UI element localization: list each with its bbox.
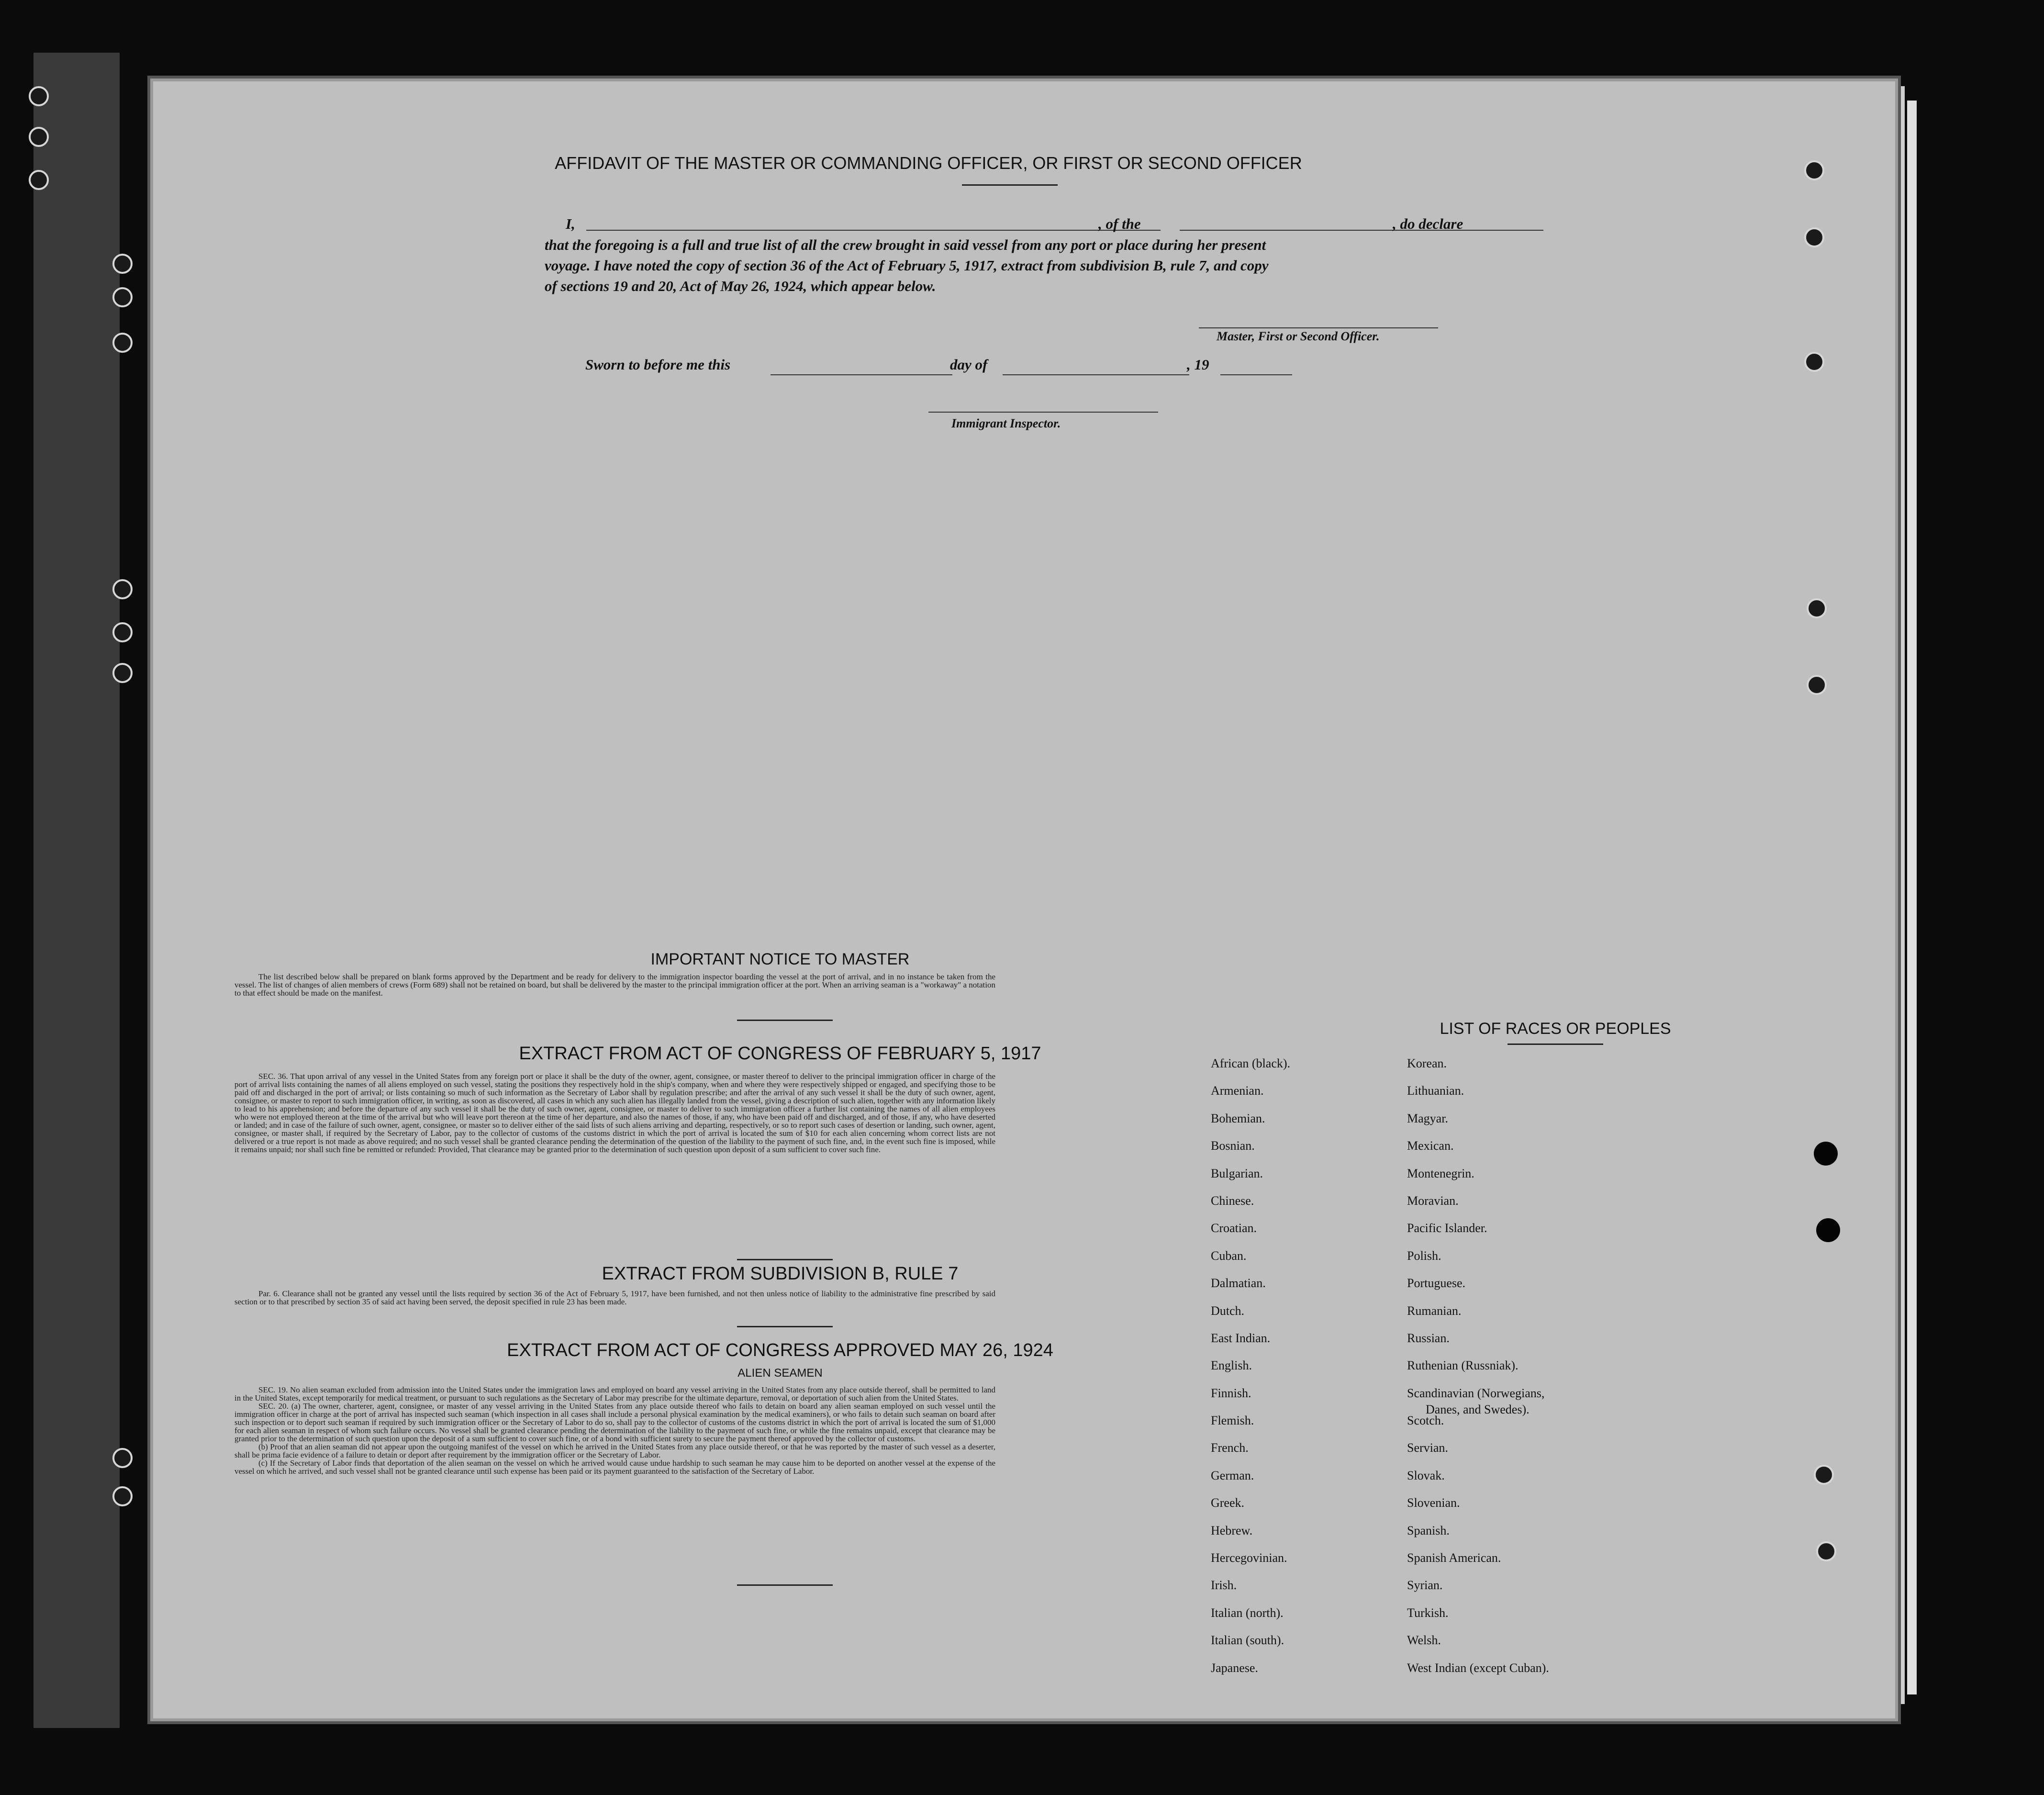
race-item: Greek. (1211, 1496, 1245, 1510)
extract-1924-text (235, 1386, 995, 1475)
race-item: Armenian. (1211, 1084, 1264, 1098)
race-item: Bohemian. (1211, 1111, 1265, 1125)
race-item: Chinese. (1211, 1193, 1254, 1208)
sworn-day-blank (771, 374, 952, 375)
binder-hole (29, 127, 49, 147)
race-item: Hercegovinian. (1211, 1551, 1287, 1565)
sec20a-paragraph: SEC. 20. (a) The owner, charterer, agent, consignee, or master of any vessel arriving in the United States from any place outside thereof who fails to detain on board any alien seaman employed on such vessel until the immigration officer in charge at the port of arrival has inspected such seaman (which inspection in all cases shall include a personal physical examination by the medical examiners), or who fails to detain such seaman on board after such inspection or to deport such seaman if required by such immigration officer or the Secretary of Labor to do so, shall pay to the collector of customs of the customs district in which the port of arrival is located the sum of $1,000 for each alien seaman in respect of whom such failure occurs. No vessel shall be granted clearance pending the determination of the liability to the payment of such fine, or while the fine remains unpaid, except that clearance may be granted prior to the determination of such question upon the deposit of a sum sufficient to cover such fine, or of a bond with sufficient surety to secure the payment thereof approved by the collector of customs. (235, 1402, 995, 1443)
race-item: Italian (south). (1211, 1633, 1284, 1648)
binder-hole (112, 663, 133, 683)
race-item: Turkish. (1407, 1605, 1449, 1620)
race-item: Servian. (1407, 1441, 1448, 1455)
race-item: Hebrew. (1211, 1523, 1253, 1537)
punch-dot (1814, 1142, 1838, 1166)
extract-rule7-title: EXTRACT FROM SUBDIVISION B, RULE 7 (602, 1264, 959, 1284)
race-item: African (black). (1211, 1056, 1291, 1070)
sec19-paragraph: SEC. 19. No alien seaman excluded from admission into the United States under the immigration laws and employed on board any vessel arriving in the United States from any place outside thereof, shall be permitted to land in the United States, except temporarily for medical treatment, or pursuant to such regulations as the Secretary of Labor may prescribe for the ultimate departure, removal, or deportation of such alien from the United States. (235, 1385, 995, 1402)
binder-hole (112, 579, 133, 599)
race-item: German. (1211, 1468, 1254, 1482)
rule7-paragraph: Par. 6. Clearance shall not be granted any vessel until the lists required by section 36 of the Act of February 5, 1917, have been furnished, and not then unless notice of liability to the administrative fine prescribed by said section or to that prescribed by section 35 of said act having been served, the deposit specified in rule 23 has been made. (235, 1289, 995, 1306)
race-item: Italian (north). (1211, 1605, 1284, 1620)
sec20b-paragraph: (b) Proof that an alien seaman did not appear upon the outgoing manifest of the vessel on which he arrived in the United States from any place outside thereof, or that he was reported by the master of such vessel as a deserter, shall be prima facie evidence of a failure to detain or deport after requirement by the immigration officer or the Secretary of Labor. (235, 1442, 995, 1459)
race-item: Bulgarian. (1211, 1166, 1263, 1180)
section-rule (737, 1259, 833, 1260)
binder-hole (1807, 675, 1827, 695)
extract-1924-title: EXTRACT FROM ACT OF CONGRESS APPROVED MAY 26, 1924 (507, 1340, 1053, 1360)
affidavit-of-the: , of the (1098, 215, 1141, 232)
punch-dot (1816, 1218, 1840, 1242)
race-item: French. (1211, 1441, 1249, 1455)
race-item: Irish. (1211, 1578, 1237, 1593)
race-item: Montenegrin. (1407, 1166, 1474, 1180)
year-label: , 19 (1187, 356, 1209, 373)
race-item: Scandinavian (Norwegians, Danes, and Swedes). (1407, 1386, 1545, 1416)
notice-paragraph: The list described below shall be prepared on blank forms approved by the Department and be ready for delivery to the immigration inspector boarding the vessel at the port of arrival, and in no instance be taken from the vessel. The list of changes of alien members of crews (Form 689) shall not be retained on board, but shall be delivered by the master to the principal immigration officer at the port. When an arriving seaman is a "workaway" a notation to that effect should be made on the manifest. (235, 972, 995, 998)
affidavit-line1: that the foregoing is a full and true list of all the crew brought in said vessel from any port or place during her present (545, 236, 1266, 253)
race-item: Scotch. (1407, 1414, 1444, 1428)
vessel-blank (1180, 230, 1543, 231)
races-left-column (1211, 1055, 1290, 1687)
race-item: Japanese. (1211, 1660, 1258, 1675)
race-item: Dutch. (1211, 1303, 1245, 1318)
binder-hole (112, 622, 133, 642)
section-rule (737, 1020, 833, 1021)
extract-1917-text (235, 1072, 995, 1154)
race-item: Russian. (1407, 1331, 1450, 1345)
binder-hole (1804, 160, 1824, 180)
race-item: Korean. (1407, 1056, 1447, 1070)
race-item: Pacific Islander. (1407, 1221, 1487, 1235)
race-item: Ruthenian (Russniak). (1407, 1358, 1519, 1373)
year-blank (1220, 374, 1292, 375)
extract-rule7-text (235, 1290, 995, 1306)
race-item: Mexican. (1407, 1139, 1454, 1153)
race-item: Cuban. (1211, 1248, 1247, 1263)
inspector-line (928, 412, 1158, 413)
binder-strip (34, 53, 120, 1728)
race-item: Croatian. (1211, 1221, 1257, 1235)
affidavit-line2: voyage. I have noted the copy of section 36 of the Act of February 5, 1917, extract from subdivision B, rule 7, and copy (545, 257, 1269, 274)
affidavit-title: AFFIDAVIT OF THE MASTER OR COMMANDING OFFICER, OR FIRST OR SECOND OFFICER (555, 153, 1302, 173)
binder-hole (1814, 1465, 1834, 1485)
officer-caption: Master, First or Second Officer. (1217, 329, 1380, 343)
race-item: West Indian (except Cuban). (1407, 1660, 1549, 1675)
race-item: Welsh. (1407, 1633, 1441, 1648)
race-item: Dalmatian. (1211, 1276, 1266, 1290)
race-item: Polish. (1407, 1248, 1441, 1263)
binder-hole (112, 333, 133, 353)
alien-seamen-subtitle: ALIEN SEAMEN (737, 1367, 823, 1380)
races-title: LIST OF RACES OR PEOPLES (1440, 1020, 1671, 1038)
race-item: Slovenian. (1407, 1496, 1460, 1510)
binder-hole (29, 86, 49, 106)
affidavit-i: I, (566, 215, 575, 232)
page-edge (1907, 101, 1917, 1694)
name-blank (586, 230, 1161, 231)
sworn-label: Sworn to before me this (585, 356, 731, 373)
sworn-month-blank (1003, 374, 1189, 375)
binder-hole (112, 1448, 133, 1468)
race-item: Portuguese. (1407, 1276, 1466, 1290)
day-of-label: day of (950, 356, 988, 373)
race-item: Slovak. (1407, 1468, 1445, 1482)
manifest-page (153, 81, 1895, 1718)
binder-hole (112, 254, 133, 274)
race-item: Bosnian. (1211, 1139, 1255, 1153)
notice-text (235, 973, 995, 997)
race-item: East Indian. (1211, 1331, 1271, 1345)
race-item: Flemish. (1211, 1414, 1254, 1428)
race-item: Finnish. (1211, 1386, 1251, 1400)
race-item: Syrian. (1407, 1578, 1443, 1593)
sec36-paragraph: SEC. 36. That upon arrival of any vessel in the United States from any foreign port or place it shall be the duty of the owner, agent, consignee, or master thereof to deliver to the principal immigration officer in charge of the port of arrival lists containing the names of all aliens employed on such vessel, stating the positions they respectively hold in the ship's company, when and where they were respectively shipped or engaged, and specifying those to be paid off and discharged in the port of arrival; or lists containing so much of such information as the Secretary of Labor shall by regulation prescribe; and after the arrival of any such vessel it shall be the duty of such owner, agent, consignee, or master to report to such immigration officer, in writing, as soon as discovered, all cases in which any such alien has illegally landed from the vessel, giving a description of such alien, together with any information likely to lead to his apprehension; and before the departure of any such vessel it shall be the duty of such owner, agent, consignee, or master to deliver to such immigration officer a further list containing the names of all alien employees who were not employed thereon at the time of the arrival but who will leave port thereon at the time of her departure, and also the names of those, if any, who have been paid off and discharged, and of those, if any, who have deserted or landed; and in case of the failure of such owner, agent, consignee, or master so to deliver either of the said lists of such aliens arriving and departing, respectively, or so to report such cases of desertion or landing, such owner, agent, consignee, or master shall, if required by the Secretary of Labor, pay to the collector of customs of the customs district in which the port of arrival is located the sum of $10 for each alien concerning whom correct lists are not delivered or a true report is not made as above required; and no such vessel shall be granted clearance pending the determination of the question of the liability to the payment of such fine, and, in the event such fine is imposed, while it remains unpaid; nor shall such fine be remitted or refunded: Provided, That clearance may be granted prior to the determination of such question upon deposit of a sum sufficient to cover such fine. (235, 1072, 995, 1154)
binder-hole (1807, 598, 1827, 618)
binder-hole (112, 1486, 133, 1506)
extract-1917-title: EXTRACT FROM ACT OF CONGRESS OF FEBRUARY 5, 1917 (519, 1043, 1041, 1064)
race-item: Rumanian. (1407, 1303, 1462, 1318)
section-rule (737, 1584, 833, 1586)
sec20c-paragraph: (c) If the Secretary of Labor finds that deportation of the alien seaman on the vessel on which he arrived would cause undue hardship to such seaman he may cause him to be deported on another vessel at the expense of the vessel on which he arrived, and such vessel shall not be granted clearance until such expense has been paid or its payment guaranteed to the satisfaction of the Secretary of Labor. (235, 1458, 995, 1476)
notice-title: IMPORTANT NOTICE TO MASTER (650, 950, 910, 968)
races-rule (1508, 1043, 1603, 1045)
title-rule (962, 184, 1058, 186)
race-item: Magyar. (1407, 1111, 1448, 1125)
affidavit-line3: of sections 19 and 20, Act of May 26, 1924, which appear below. (545, 278, 936, 294)
binder-hole (1804, 352, 1824, 372)
binder-hole (29, 170, 49, 190)
races-right-column (1407, 1055, 1549, 1687)
inspector-caption: Immigrant Inspector. (951, 416, 1061, 430)
affidavit-declare: , do declare (1393, 215, 1463, 232)
race-item: Lithuanian. (1407, 1084, 1464, 1098)
binder-hole (1804, 227, 1824, 247)
race-item: English. (1211, 1358, 1252, 1373)
race-item: Spanish. (1407, 1523, 1450, 1537)
binder-hole (1816, 1541, 1836, 1561)
binder-hole (112, 287, 133, 307)
signature-line (1199, 327, 1438, 328)
section-rule (737, 1326, 833, 1327)
race-item: Moravian. (1407, 1193, 1459, 1208)
race-item: Spanish American. (1407, 1551, 1501, 1565)
